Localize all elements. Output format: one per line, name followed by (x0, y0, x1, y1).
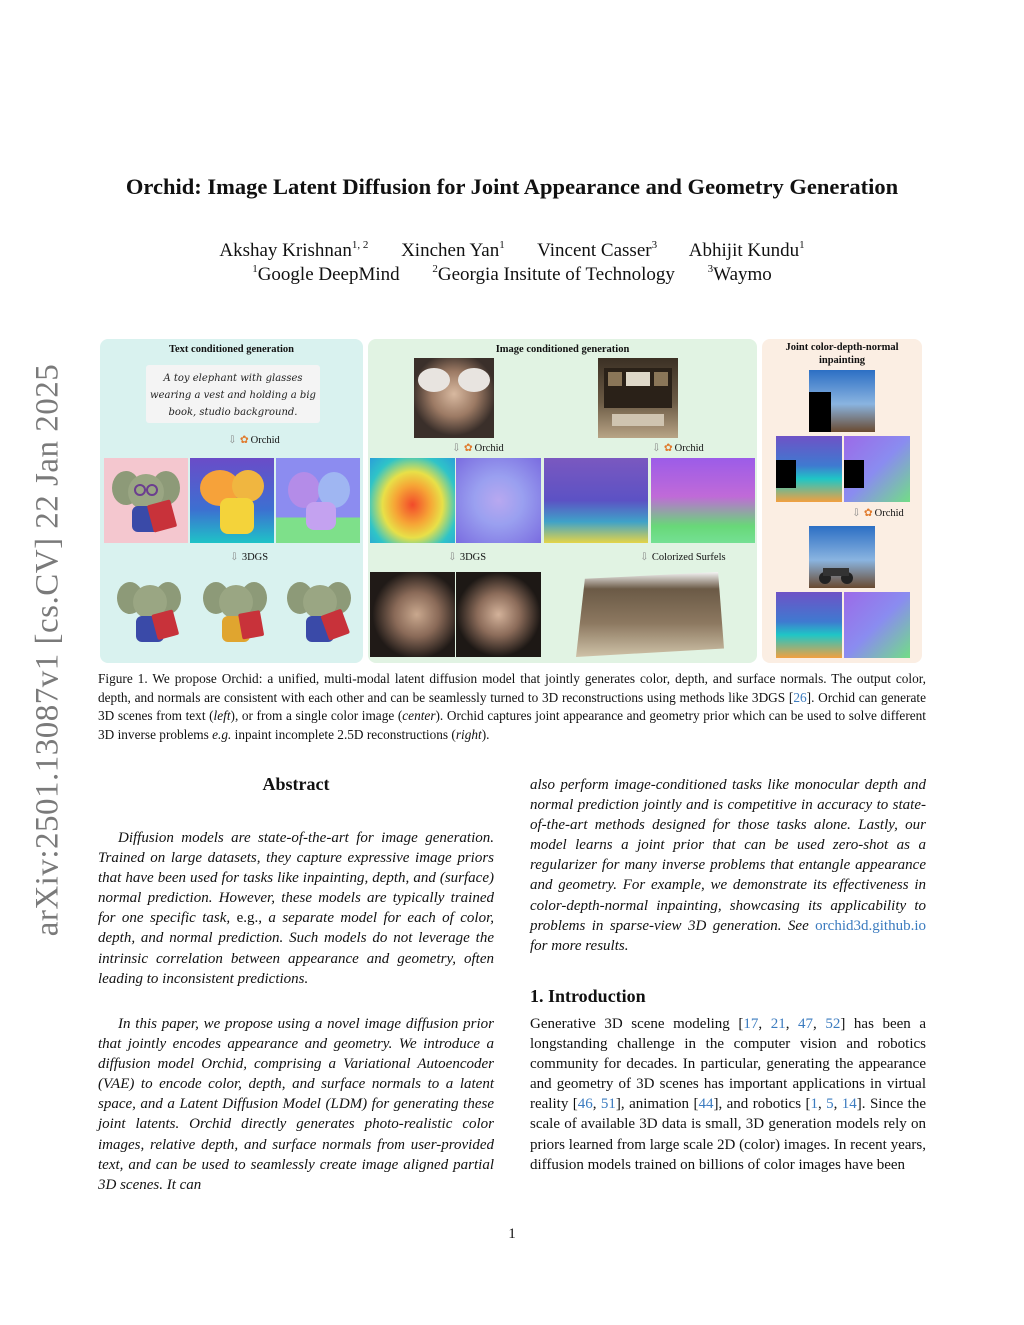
interior-input-image (598, 358, 678, 438)
abstract-heading: Abstract (262, 774, 330, 794)
normal-shape-icon (276, 458, 360, 543)
arxiv-identifier (18, 360, 78, 940)
inpaint-output-color (809, 526, 875, 588)
abstract-text: e.g. (236, 910, 259, 927)
arrow-down-icon: ⇩ (640, 552, 649, 563)
author-name: Vincent Casser (537, 240, 652, 261)
inpaint-output-normal (844, 592, 910, 658)
inpaint-input-color (809, 370, 875, 432)
author-list (60, 240, 964, 262)
arrow-label-text: Colorized Surfels (651, 552, 726, 563)
portrait-3dgs-view (370, 572, 455, 657)
elephant-3dgs-view (282, 572, 358, 652)
caption-text: ). Orchid captures joint appearance and geometry prior which can be used to solve different 3D inverse problems (98, 708, 926, 742)
elephant-color-image (104, 458, 188, 543)
arrow-label-text: Orchid (250, 435, 280, 446)
arrow-label-text: Orchid (874, 508, 904, 519)
affiliation-name: Google DeepMind (257, 264, 400, 285)
bookshelf-icon (598, 358, 678, 438)
citation-link[interactable]: 26 (793, 689, 807, 705)
arrow-down-icon: ⇩ (652, 443, 661, 454)
author-name: Xinchen Yan (401, 240, 500, 261)
abstract-paragraph (98, 1014, 494, 1195)
intro-text: ], animation [ (615, 1096, 699, 1113)
arrow-down-icon: ⇩ (452, 443, 461, 454)
image-panel-title: Image conditioned generation (495, 344, 630, 355)
citation-link[interactable]: 46 (577, 1096, 593, 1113)
orchid-arrow-label (228, 434, 280, 446)
portrait-normal-image (456, 458, 541, 543)
intro-text: ]. Since the scale of available 3D data is small, 3D generation models rely on priors learned from large scale 2D (color) images. In recent years, diffusion models trained on billions of color images have been (530, 1096, 927, 1173)
page-number: 1 (508, 1226, 516, 1242)
caption-text: ]. Orchid can generate 3D scenes from text ( (98, 689, 926, 724)
portrait-input-image (414, 358, 494, 438)
citation-link[interactable]: 52 (825, 1016, 841, 1032)
orchid-arrow-label (452, 442, 504, 454)
citation-link[interactable]: 1 (810, 1096, 818, 1113)
elephant-normal-image (276, 458, 360, 543)
interior-surfels-view (576, 572, 724, 657)
citation-link[interactable]: 51 (600, 1096, 616, 1113)
abstract-text: , a separate model for each of color, depth, and normal prediction. Such models do not leverage the intrinsic correlation between appearance and geometry, often leading to inconsistent predictions. (98, 910, 494, 987)
3dgs-arrow-label (448, 551, 486, 563)
interior-depth-image (544, 458, 648, 543)
interior-normal-image (651, 458, 755, 543)
orchid-flower-icon: ✿ (463, 443, 473, 454)
arxiv-identifier-text: arXiv:2501.13087v1 [cs.CV] 22 Jan 2025 (29, 363, 66, 937)
text-panel-title: Text conditioned generation (168, 344, 295, 355)
elephant-toy-icon (112, 572, 188, 652)
abstract-paragraph (98, 828, 494, 989)
portrait-3dgs-view (456, 572, 541, 657)
inpaint-input-depth (776, 436, 842, 502)
intro-text: ], and robotics [ (713, 1096, 811, 1113)
author-affiliation-mark: 3 (651, 239, 658, 251)
citation-link[interactable]: 17 (743, 1016, 759, 1032)
caption-text: e.g. (212, 726, 232, 742)
intro-text: Generative 3D scene modeling [ (530, 1016, 744, 1032)
citation-link[interactable]: 44 (698, 1096, 714, 1113)
intro-text: , (813, 1016, 826, 1032)
abstract-text: In this paper, we propose using a novel image diffusion prior that jointly encodes appearance and geometry. We introduce a diffusion model Orchid, comprising a Variational Autoencoder (VAE) to encode color, depth, and surface normals to a latent space, and a Latent Diffusion Model (LDM) for generating these joint latents. Orchid directly generates photo-realistic color images, relative depth, and surface normals from user-provided text, and can be used to seamlessly create image aligned partial 3D scenes. It can (98, 1016, 494, 1193)
citation-link[interactable]: 14 (841, 1096, 857, 1113)
arrow-down-icon: ⇩ (228, 435, 237, 446)
missing-region-mask (809, 392, 831, 432)
author-affiliation-mark: 1, 2 (351, 239, 369, 251)
author-name: Akshay Krishnan (219, 240, 352, 261)
inpaint-panel-title: Joint color-depth-normal inpainting (785, 342, 899, 366)
introduction-heading: 1. Introduction (530, 986, 646, 1006)
depth-shape-icon (190, 458, 274, 543)
affiliation-name: Waymo (713, 264, 772, 285)
caption-text: ), or from a single color image ( (230, 708, 403, 724)
orchid-flower-icon: ✿ (239, 435, 249, 446)
inpaint-input-normal (844, 436, 910, 502)
caption-text: ). (481, 726, 490, 742)
arrow-down-icon: ⇩ (230, 552, 239, 563)
introduction-paragraph (530, 1014, 926, 1175)
caption-text: inpaint incomplete 2.5D reconstructions ( (231, 726, 456, 742)
elephant-toy-icon (282, 572, 358, 652)
motorcycle-icon (809, 526, 875, 588)
arrow-down-icon: ⇩ (852, 508, 861, 519)
orchid-arrow-label (652, 442, 704, 454)
caption-text: right (455, 726, 482, 742)
project-page-link[interactable]: orchid3d.github.io (815, 917, 926, 934)
affiliation-mark: 1 (252, 263, 258, 275)
caption-text: center (402, 708, 436, 724)
citation-link[interactable]: 21 (770, 1016, 786, 1032)
citation-link[interactable]: 5 (826, 1096, 834, 1113)
abstract-text: for more results. (530, 937, 629, 954)
intro-text: , (833, 1096, 842, 1113)
inpaint-output-depth (776, 592, 842, 658)
arrow-label-text: 3DGS (241, 552, 269, 563)
author-name: Abhijit Kundu (688, 240, 800, 261)
author-affiliation-mark: 1 (499, 239, 505, 251)
arrow-label-text: 3DGS (459, 552, 487, 563)
orchid-flower-icon: ✿ (863, 508, 873, 519)
caption-text: Figure 1. We propose Orchid: a unified, multi-modal latent diffusion model that jointly generates color, depth, and surface normals. The output color, depth, and normals are consistent with each other and can be seamlessly turned to 3D reconstructions using methods like 3DGS [ (98, 671, 926, 705)
abstract-text: also perform image-conditioned tasks like monocular depth and normal prediction jointly and is competitive in accuracy to state-of-the-art methods designed for those tasks alone. Lastly, our model learns a joint prior that can be used zero-shot as a regularizer for many inverse problems that entangle appearance and geometry. For example, we demonstrate its effectiveness in color-depth-normal inpainting, showcasing its applicability to problems in sparse-view 3D generation. See (530, 777, 926, 934)
arrow-label-text: Orchid (474, 443, 504, 454)
elephant-3dgs-view (112, 572, 188, 652)
orchid-flower-icon: ✿ (663, 443, 673, 454)
text-prompt: A toy elephant with glasses wearing a vest and holding a big book, studio background. (150, 373, 316, 418)
affiliation-mark: 3 (707, 263, 714, 275)
portrait-hair-icon (414, 358, 494, 438)
portrait-depth-image (370, 458, 455, 543)
citation-link[interactable]: 47 (798, 1016, 814, 1032)
intro-text: , (758, 1016, 771, 1032)
affiliation-mark: 2 (432, 263, 438, 275)
colorized-surfels-arrow-label (640, 551, 726, 563)
affiliation-name: Georgia Insitute of Technology (437, 264, 675, 285)
author-affiliation-mark: 1 (799, 239, 805, 251)
orchid-arrow-label (852, 507, 904, 519)
elephant-3dgs-view (198, 572, 274, 652)
elephant-toy-icon (104, 458, 188, 543)
caption-text: left (213, 708, 231, 724)
intro-text: ] has been a longstanding challenge in the computer vision and robotics community for decades. In particular, generating the appearance and geometry of 3D scenes has important applications in virtual reality [ (530, 1016, 927, 1113)
affiliation-list (60, 264, 964, 286)
missing-region-mask (776, 460, 796, 488)
arrow-label-text: Orchid (674, 443, 704, 454)
missing-region-mask (844, 460, 864, 488)
paper-title: Orchid: Image Latent Diffusion for Joint Appearance and Geometry Generation (125, 174, 899, 199)
intro-text: , (785, 1016, 799, 1032)
intro-text: , (592, 1096, 601, 1113)
abstract-text: Diffusion models are state-of-the-art for image generation. Trained on large datasets, they capture expressive image priors that have been used for tasks like inpainting, depth, and (surface) normal prediction. However, these models are typically trained for one specific task, (98, 830, 494, 927)
elephant-depth-image (190, 458, 274, 543)
intro-text: , (817, 1096, 827, 1113)
figure-caption (98, 670, 926, 744)
arrow-down-icon: ⇩ (448, 552, 457, 563)
3dgs-arrow-label (230, 551, 268, 563)
elephant-toy-icon (198, 572, 274, 652)
abstract-paragraph-continued (530, 775, 926, 956)
